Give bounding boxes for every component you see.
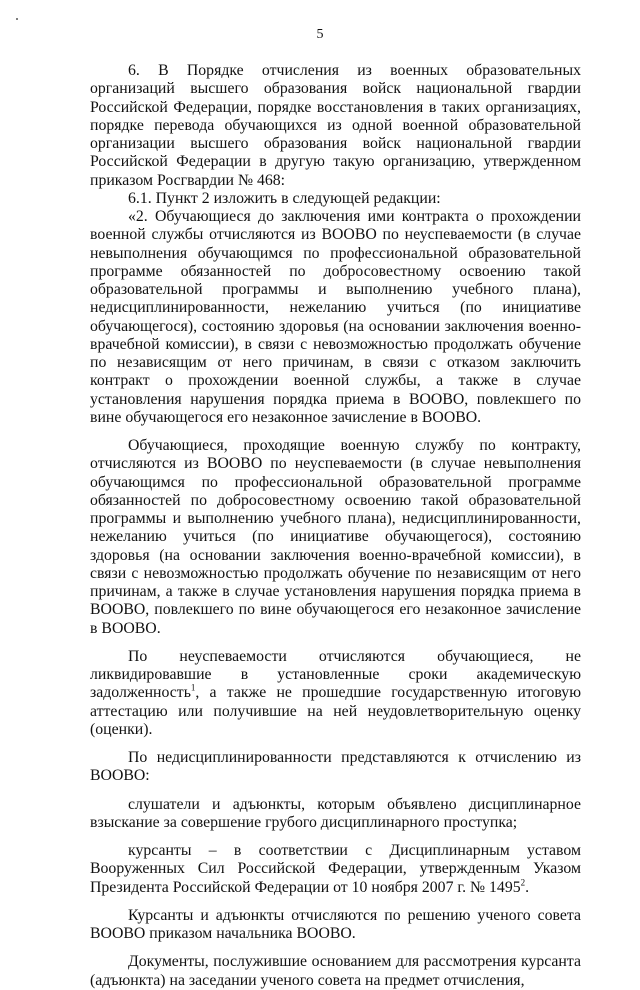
paragraph-council-decision: Курсанты и адъюнкты отчисляются по решению ученого совета ВООВО приказом начальника ВООВО. (90, 906, 581, 942)
paragraph-text: . (525, 878, 530, 896)
footnote-ref: 1 (190, 682, 196, 693)
paragraph-subitem-6-1: 6.1. Пункт 2 изложить в следующей редакции: (128, 189, 441, 207)
scan-speck (16, 18, 18, 20)
paragraph-indiscipline: По недисциплинированности представляются к отчислению из ВООВО: (90, 749, 581, 785)
paragraph-academic-failure (90, 648, 581, 739)
paragraph-text: По неуспеваемости отчисляются обучающиеся, не ликвидировавшие в установленные сроки академическую задолженность (90, 647, 581, 702)
paragraph-clause-2: «2. Обучающиеся до заключения ими контракта о прохождении военной службы отчисляются из ВООВО по неуспеваемости (в случае невыполнения обучающимся по профессиональной образовательной программе обязанностей по добросовестному освоению такой образовательной программы и выполнению учебного плана), недисциплинированности, нежеланию учиться (по инициативе обучающегося), состоянию здоровья (на основании заключения военно-врачебной комиссии), в связи с невозможностью продолжать обучение по независящим от него причинам, в связи с отказом заключить контракт о прохождении военной службы, а также в случае установления нарушения порядка приема в ВООВО, повлекшего по вине обучающегося его незаконное зачисление в ВООВО. (90, 208, 581, 426)
paragraph-item-6: 6. В Порядке отчисления из военных образовательных организаций высшего образования войск национальной гвардии Российской Федерации, порядке восстановления в таких организациях, порядке перевода обучающихся из одной военной образовательной организации высшего образования войск национальной гвардии Российской Федерации в другую такую организацию, утвержденном приказом Росгвардии № 468: (90, 62, 581, 189)
paragraph-documents: Документы, послужившие основанием для рассмотрения курсанта (адъюнкта) на заседании ученого совета на предмет отчисления, (90, 953, 581, 989)
paragraph-text: , а также не прошедшие государственную итоговую аттестацию или получившие на ней неудовлетворительную оценку (оценки). (90, 684, 581, 738)
paragraph-listeners: слушатели и адъюнкты, которым объявлено дисциплинарное взыскание за совершение грубого дисциплинарного проступка; (90, 795, 581, 831)
footnote-ref: 2 (520, 877, 526, 888)
document-body (90, 62, 581, 990)
page-number: 5 (316, 27, 324, 42)
paragraph-text: курсанты – в соответствии с Дисциплинарным уставом Вооруженных Сил Российской Федерации, утвержденным Указом Президента Российской Федерации от 10 ноября 2007 г. № 1495 (90, 842, 581, 896)
paragraph-cadets (90, 842, 581, 897)
paragraph-contract-students: Обучающиеся, проходящие военную службу по контракту, отчисляются из ВООВО по неуспеваемости (в случае невыполнения обучающимся по профессиональной образовательной программе обязанностей по добросовестному освоению такой образовательной программы и выполнению учебного плана), недисциплинированности, нежеланию учиться (по инициативе обучающегося), состоянию здоровья (на основании заключения военно-врачебной комиссии), в связи с невозможностью продолжать обучение по независящим от него причинам, а также в случае установления нарушения порядка приема в ВООВО, повлекшего по вине обучающегося его незаконное зачисление в ВООВО. (90, 437, 581, 637)
